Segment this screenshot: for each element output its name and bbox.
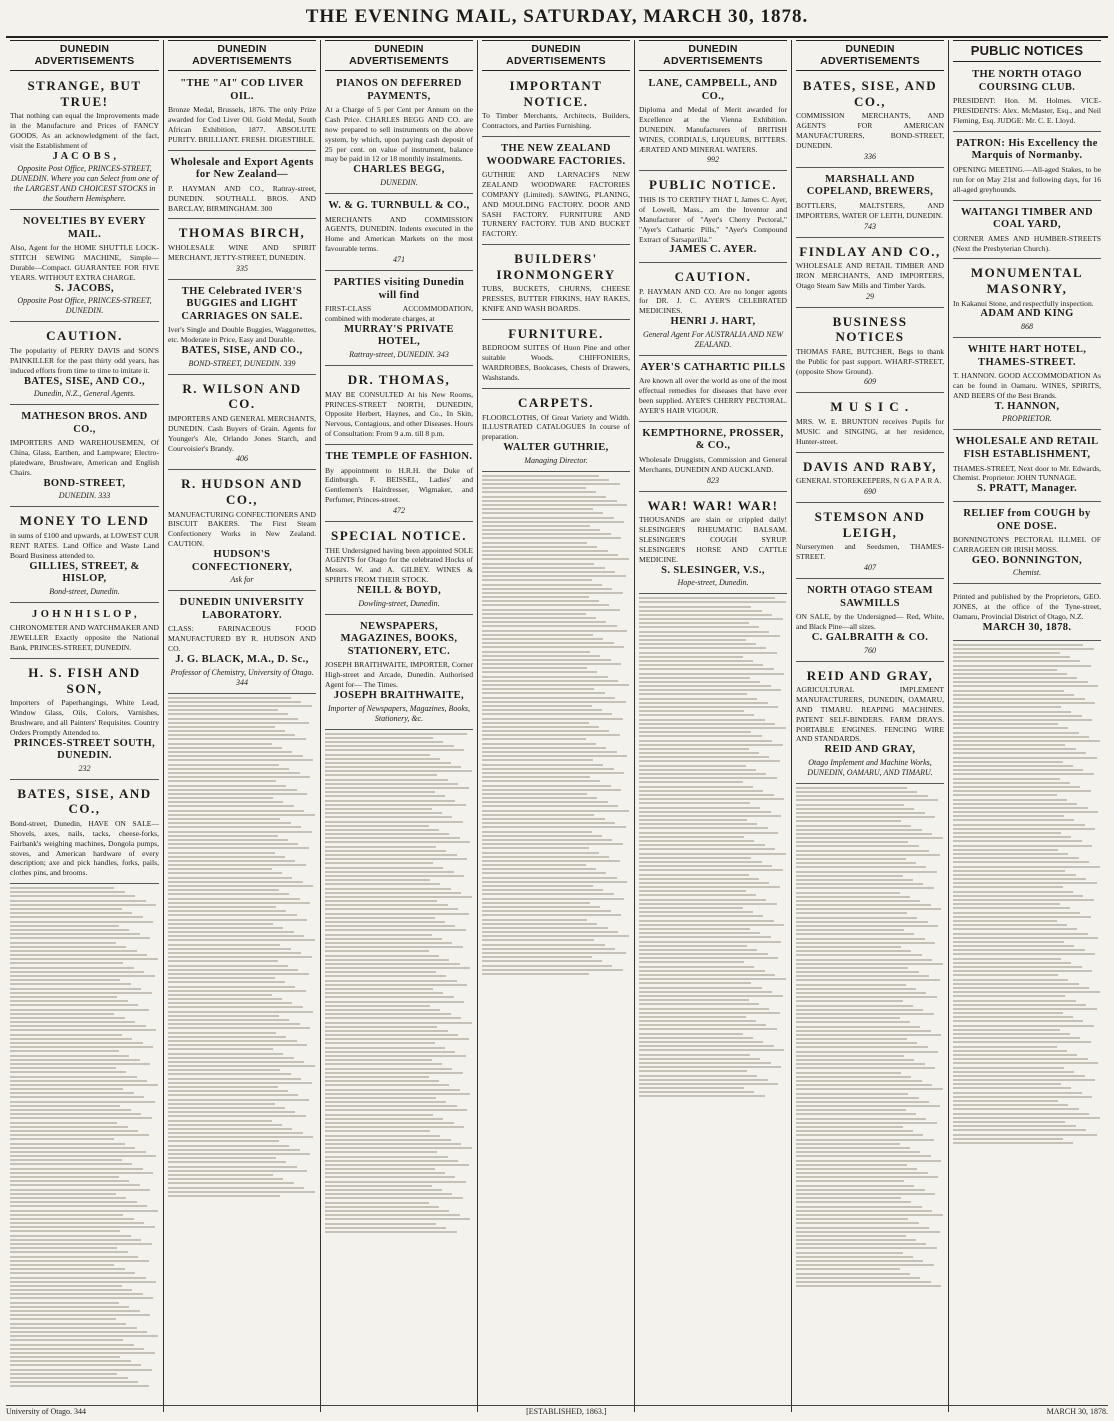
advertisement xyxy=(796,75,944,168)
advertisement xyxy=(796,311,944,394)
ad-body: THAMES-STREET, Next door to Mr. Edwards, Chemist. Proprietor: JOHN TUNNAGE. xyxy=(953,463,1101,483)
ad-body: AGRICULTURAL IMPLEMENT MANUFACTURERS, DUNEDIN, OAMARU, AND TIMARU. REAPING MACHINES. PATENT SELF-BINDERS. FARM DRAYS. PORTABLE ENGINES. FENCING WIRE AND STANDARDS. xyxy=(796,685,944,744)
ad-signature: S. PRATT, Manager. xyxy=(976,483,1078,495)
ad-body: Printed and published by the Proprietors, GEO. JONES, at the office of the Tyne-street, Oamaru, Provincial District of Otago, N.Z. xyxy=(953,592,1101,622)
ad-body: In Kakanui Stone, and respectfully inspection. xyxy=(953,298,1094,308)
ad-signature: NEILL & BOYD, xyxy=(356,585,442,597)
advertisement xyxy=(639,425,787,492)
column-3 xyxy=(320,40,477,1412)
ad-subline: 823 xyxy=(707,475,719,485)
advertisement xyxy=(325,274,473,366)
ad-title: "THE "AI" COD LIVER OIL. xyxy=(180,78,304,102)
ad-body: Iver's Single and Double Buggies, Waggonettes, etc. Moderate in Price, Easy and Durable. xyxy=(168,325,316,345)
advertisement xyxy=(168,473,316,591)
ad-signature: J A C O B S , xyxy=(52,150,117,162)
advertisement xyxy=(796,241,944,308)
ad-subline: 335 xyxy=(236,263,248,273)
ad-subline: 609 xyxy=(864,377,876,387)
ad-signature: GEO. BONNINGTON, xyxy=(971,554,1083,566)
ad-subline: 690 xyxy=(864,487,876,497)
column-header: DUNEDIN ADVERTISEMENTS xyxy=(796,40,944,71)
advertisement xyxy=(10,213,159,322)
masthead xyxy=(0,0,1114,34)
ad-subline: 868 xyxy=(1021,322,1033,332)
ad-subline: Importer of Newspapers, Magazines, Books, Stationery, &c. xyxy=(328,703,470,723)
advertisement xyxy=(168,594,316,693)
ad-title: CARPETS. xyxy=(518,394,594,410)
ad-signature: GILLIES, STREET, & HISLOP, xyxy=(29,560,140,585)
page-footer xyxy=(6,1405,1108,1417)
ad-title: THE TEMPLE OF FASHION. xyxy=(325,450,473,462)
ad-subline: 29 xyxy=(866,291,874,301)
advertisement xyxy=(482,140,630,245)
ad-title: FURNITURE. xyxy=(508,325,604,341)
ad-body: P. HAYMAN AND CO. Are no longer agents for DR. J. C. AYER'S CELEBRATED MEDICINES. xyxy=(639,286,787,316)
ad-title: BUSINESS NOTICES xyxy=(832,313,908,345)
ad-title: M U S I C . xyxy=(830,399,910,415)
ad-title: STEMSON AND LEIGH, xyxy=(814,509,926,540)
newspaper-columns xyxy=(6,40,1108,1412)
ad-title: DAVIS AND RABY, xyxy=(802,458,938,474)
ad-signature: MARCH 30, 1878. xyxy=(982,622,1072,634)
ad-body: GUTHRIE AND LARNACH'S NEW ZEALAND WOODWARE FACTORIES COMPANY (Limited). SAWING, PLANING, AND MOULDING FACTORY. DOOR AND SASH FACTORY. FURNITURE AND TURNERY FACTORY. TUB AND BUCKET FACTORY. xyxy=(482,170,630,239)
advertisement xyxy=(168,75,316,151)
advertisement xyxy=(10,325,159,405)
ad-title: BUILDERS' IRONMONGERY xyxy=(496,251,616,282)
ad-signature: T. HANNON, xyxy=(994,400,1060,412)
ad-title: WAITANGI TIMBER AND COAL YARD, xyxy=(960,206,1094,231)
ad-title: NOVELTIES BY EVERY MAIL. xyxy=(22,216,147,240)
column-header: DUNEDIN ADVERTISEMENTS xyxy=(482,40,630,71)
ad-title: R. HUDSON AND CO., xyxy=(181,476,303,508)
ad-body: COMMISSION MERCHANTS, AND AGENTS FOR AMERICAN MANUFACTURERS, BOND-STREET, DUNEDIN. xyxy=(796,111,944,150)
fine-print-texture xyxy=(639,597,787,1097)
advertisement xyxy=(10,408,159,507)
advertisement xyxy=(325,618,473,730)
ad-title: Wholesale and Export Agents for New Zealand— xyxy=(170,156,314,181)
advertisement xyxy=(953,204,1101,260)
ad-subline: Hope-street, Dunedin. xyxy=(677,578,749,588)
footer-mid: [ESTABLISHED, 1863.] xyxy=(526,1407,607,1416)
ad-title: THE NORTH OTAGO COURSING CLUB. xyxy=(972,69,1082,93)
footer-right: MARCH 30, 1878. xyxy=(1046,1407,1108,1416)
ad-subline: DUNEDIN. 333 xyxy=(58,491,111,501)
ad-body: IMPORTERS AND GENERAL MERCHANTS, DUNEDIN. Cash Buyers of Grain. Agents for Younger's Ale, Orlando Jones Starch, and Courvoisier's Brandy. xyxy=(168,413,316,453)
ad-title: MATHESON BROS. AND CO., xyxy=(21,411,148,435)
fine-print-texture xyxy=(953,644,1101,1144)
ad-subline: 992 xyxy=(707,155,719,165)
advertisement xyxy=(639,75,787,171)
ad-subline: Chemist. xyxy=(1012,568,1042,578)
ad-title: NEWSPAPERS, MAGAZINES, BOOKS, STATIONERY, ETC. xyxy=(340,620,458,657)
ad-body: BOTTLERS, MALTSTERS, AND IMPORTERS, WATER OF LEITH, DUNEDIN. xyxy=(796,200,944,220)
ad-title: PARTIES visiting Dunedin will find xyxy=(333,276,465,301)
advertisement xyxy=(953,135,1101,201)
ad-title: IMPORTANT NOTICE. xyxy=(509,78,603,109)
ad-title: W. & G. TURNBULL & CO., xyxy=(328,199,470,211)
ad-body: Bond-street, Dunedin, HAVE ON SALE— Shovels, axes, nails, tacks, cheese-forks, Fairbank's weighing machines, Dongola pumps, stoves, and American hardware of every description; axe and pick handles, forks, pails, clothes pins, and brooms. xyxy=(10,818,159,878)
ad-subline: 406 xyxy=(236,454,248,464)
ad-body: Are known all over the world as one of the most effectual remedies for diseases that have ever been supplied. AYER'S CHERRY PECTORAL. AYER'S HAIR VIGOUR. xyxy=(639,376,787,415)
column-header: DUNEDIN ADVERTISEMENTS xyxy=(325,40,473,71)
advertisement xyxy=(325,448,473,522)
ad-title: REID AND GRAY, xyxy=(806,667,934,683)
ad-signature: JOSEPH BRAITHWAITE, xyxy=(333,689,465,701)
ad-body: MANUFACTURING CONFECTIONERS AND BISCUIT BAKERS. The First Steam Confectionery Works in New Zealand. CAUTION. xyxy=(168,509,316,549)
ad-title: NORTH OTAGO STEAM SAWMILLS xyxy=(807,585,933,609)
ad-body: ON SALE, by the Undersigned— Red, White, and Black Pine—all sizes. xyxy=(796,612,944,632)
ad-subline: 407 xyxy=(864,563,876,572)
ad-title: THE Celebrated IVER'S BUGGIES and LIGHT CARRIAGES ON SALE. xyxy=(181,285,303,322)
ad-title: WAR! WAR! WAR! xyxy=(647,497,779,513)
advertisement xyxy=(482,248,630,320)
ad-title: WHITE HART HOTEL, THAMES-STREET. xyxy=(967,344,1087,368)
ad-subline: General Agent For AUSTRALIA AND NEW ZEALAND. xyxy=(642,329,784,349)
ad-body: MERCHANTS AND COMMISSION AGENTS, DUNEDIN. Indents executed in the Home and American Markets on the most favourable terms. xyxy=(325,214,473,254)
ad-signature: BOND-STREET, xyxy=(43,477,126,489)
ad-subline: 760 xyxy=(864,645,876,655)
advertisement xyxy=(10,783,159,884)
ad-body: Bronze Medal, Brussels, 1876. The only Prize awarded for Cod Liver Oil. Gold Medal, South African Exhibition, 1877. ABSOLUTE PURITY. BRILLIANT. FRESH. DIGESTIBLE. xyxy=(168,105,316,144)
ad-title: MONEY TO LEND xyxy=(19,513,150,529)
ad-title: FINDLAY AND CO., xyxy=(799,243,941,259)
ad-subline: 232 xyxy=(78,763,91,773)
ad-body: By appointment to H.R.H. the Duke of Edinburgh. F. BEISSEL, Ladies' and Gentlemen's Hairdresser, Wigmaker, and Perfumer, Princes-street. xyxy=(325,465,473,505)
advertisement xyxy=(639,174,787,262)
ad-subline: Managing Director. xyxy=(524,455,588,465)
ad-signature: PRINCES-STREET SOUTH, DUNEDIN. xyxy=(13,737,156,762)
ad-body: PRESIDENT: Hon. M. Holmes. VICE-PRESIDENTS: Alex. McMaster, Esq., and Neil Fleming, Esq. JUDGE: Mr. C. E. Lloyd. xyxy=(953,96,1101,125)
ad-body: BONNINGTON'S PECTORAL ILLMEL OF CARRAGEEN OR IRISH MOSS. xyxy=(953,535,1101,554)
ad-subline: Otago Implement and Machine Works, DUNEDIN, OAMARU, AND TIMARU. xyxy=(807,757,933,777)
ad-title: H. S. FISH AND SON, xyxy=(28,664,141,696)
advertisement xyxy=(168,283,316,375)
ad-body: FIRST-CLASS ACCOMMODATION, combined with moderate charges, at xyxy=(325,304,473,324)
ad-body: MRS. W. E. BRUNTON receives Pupils for MUSIC and SINGING, at her residence, Hunter-street. xyxy=(796,417,944,446)
ad-title: CAUTION. xyxy=(46,328,123,344)
advertisement xyxy=(482,323,630,389)
ad-title: RELIEF from COUGH by ONE DOSE. xyxy=(963,507,1091,532)
ad-signature: HUDSON'S CONFECTIONERY, xyxy=(191,549,293,573)
ad-body: At a Charge of 5 per Cent per Annum on the Cash Price. CHARLES BEGG AND CO. are now prepared to sell instruments on the above system, by which, upon paying cash deposit of 25 per cent. on value of instrument, balance may be paid in 12 or 18 monthly instalments. xyxy=(325,105,473,164)
ad-body: Nurserymen and Seedsmen, THAMES-STREET. xyxy=(796,542,944,562)
ad-title: CAUTION. xyxy=(674,268,752,284)
ad-body: Importers of Paperhangings, White Lead, Window Glass, Oils, Colors, Varnishes, Brushware, and all Painters' Requisites. Country Orders Promptly Attended to. xyxy=(10,698,159,737)
ad-signature: WALTER GUTHRIE, xyxy=(503,442,609,454)
column-7 xyxy=(948,40,1105,1412)
masthead-rule xyxy=(6,36,1108,38)
fine-print-texture xyxy=(168,697,316,1197)
ad-body: JOSEPH BRAITHWAITE, IMPORTER, Corner High-street and Arcade, Dunedin. Authorised Agent for— The Times. xyxy=(325,660,473,690)
ad-body: OPENING MEETING.—All-aged Stakes, to be run for on May 21st and following days, for 16 all-aged greyhounds. xyxy=(953,164,1101,194)
ad-subline: DUNEDIN. xyxy=(380,177,418,187)
advertisement xyxy=(639,359,787,422)
ad-title: AYER'S CATHARTIC PILLS xyxy=(640,361,786,373)
advertisement xyxy=(953,262,1101,338)
ad-body: That nothing can equal the Improvements made in the Manufacture and Prices of FANCY GOODS. As an acknowledgment of the fact, visit the Establishment of xyxy=(10,111,159,150)
ad-subline: BOND-STREET, DUNEDIN. 339 xyxy=(188,358,296,368)
column-2 xyxy=(163,40,320,1412)
ad-signature: S. SLESINGER, V.S., xyxy=(661,564,765,576)
ad-body: CORNER AMES AND HUMBER-STREETS (Next the Presbyterian Church). xyxy=(953,233,1101,253)
ad-subline: Opposite Post Office, PRINCES-STREET, DUNEDIN. Where you can Select from one of the LARGEST AND CHOICEST STOCKS in the Southern Hemisphere. xyxy=(11,164,158,204)
fine-print-texture xyxy=(482,475,630,975)
ad-title: LANE, CAMPBELL, AND CO., xyxy=(648,78,778,102)
advertisement xyxy=(796,396,944,452)
ad-body: THE Undersigned having been appointed SOLE AGENTS for Otago for the celebrated Hocks of Messrs. W. and A. GILBEY. WINES & SPIRITS FROM THEIR STOCK. xyxy=(325,545,473,585)
ad-title: PATRON: His Excellency the Marquis of Normanby. xyxy=(956,137,1098,162)
ad-title: WHOLESALE AND RETAIL FISH ESTABLISHMENT, xyxy=(955,436,1099,461)
ad-body: The popularity of PERRY DAVIS and SON'S PAINKILLER for the past thirty odd years, has induced efforts from time to time to imitate it. xyxy=(10,346,159,375)
ad-title: DR. THOMAS, xyxy=(347,372,451,388)
ad-title: PIANOS ON DEFERRED PAYMENTS, xyxy=(336,78,462,102)
advertisement xyxy=(325,75,473,194)
advertisement xyxy=(953,587,1101,640)
ad-body: Wholesale Druggists, Commission and General Merchants, DUNEDIN AND AUCKLAND. xyxy=(639,454,787,474)
ad-signature: MURRAY'S PRIVATE HOTEL, xyxy=(344,323,454,348)
fine-print-texture xyxy=(796,787,944,1287)
ad-title: THE NEW ZEALAND WOODWARE FACTORIES. xyxy=(486,142,626,167)
ad-signature: J. G. BLACK, M.A., D. Sc., xyxy=(175,654,309,665)
ad-body: BEDROOM SUITES Of Huon Pine and other suitable Woods. CHIFFONIERS, WARDROBES, Bookcases, Chests of Drawers, Washstands. xyxy=(482,343,630,383)
ad-subline: Bond-street, Dunedin. xyxy=(49,586,120,596)
advertisement xyxy=(168,222,316,279)
ad-title: R. WILSON AND CO. xyxy=(182,380,302,412)
advertisement xyxy=(796,506,944,579)
ad-signature: REID AND GRAY, xyxy=(824,744,916,756)
advertisement xyxy=(10,662,159,780)
ad-title: THOMAS BIRCH, xyxy=(178,225,306,241)
ad-title: BATES, SISE, AND CO., xyxy=(17,785,152,817)
ad-body: MAY BE CONSULTED At his New Rooms, PRINCES-STREET NORTH, DUNEDIN, Opposite Herbert, Haynes, and Co., In Skin, Nervous, Contagious, and other Diseases. Hours of Consultation: From 9 a.m. till 8 p.m. xyxy=(325,389,473,439)
ad-title: J O H N H I S L O P , xyxy=(32,608,137,620)
advertisement xyxy=(168,154,316,220)
ad-title: SPECIAL NOTICE. xyxy=(331,527,467,543)
ad-subline: 471 xyxy=(393,254,405,264)
ad-body: To Timber Merchants, Architects, Builders, Contractors, and Parties Furnishing. xyxy=(482,111,630,131)
advertisement xyxy=(953,66,1101,132)
ad-body: WHOLESALE AND RETAIL TIMBER AND IRON MERCHANTS, AND IMPORTERS, Otago Steam Saw Mills and Timber Yards. xyxy=(796,261,944,290)
ad-title: DUNEDIN UNIVERSITY LABORATORY. xyxy=(179,597,305,621)
ad-body: in sums of £100 and upwards, at LOWEST CUR RENT RATES. Land Office and Waste Land Board Business attended to. xyxy=(10,531,159,560)
column-1 xyxy=(6,40,163,1412)
ad-subline: Dowling-street, Dunedin. xyxy=(358,598,440,608)
ad-signature: BATES, SISE, AND CO., xyxy=(23,375,146,387)
ad-body: Diploma and Medal of Merit awarded for Excellence at the Vienna Exhibition. DUNEDIN. Manufacturers of BRITISH WINES, CORDIALS, LIQUEURS, BITTERS. ÆRATED AND MINERAL WATERS. xyxy=(639,105,787,154)
advertisement xyxy=(796,582,944,662)
ad-body: IMPORTERS AND WAREHOUSEMEN, Of China, Glass, Earthen, and Lampware; Electro-platedware, Brushware, American and English Chairs. xyxy=(10,438,159,477)
advertisement xyxy=(796,171,944,238)
advertisement xyxy=(10,606,159,659)
advertisement xyxy=(482,75,630,137)
ad-title: KEMPTHORNE, PROSSER, & CO., xyxy=(642,427,784,452)
ad-subline: Professor of Chemistry, University of Otago. 344 xyxy=(170,667,314,687)
column-6 xyxy=(791,40,948,1412)
ad-body: WHOLESALE WINE AND SPIRIT MERCHANT, JETTY-STREET, DUNEDIN. xyxy=(168,242,316,262)
advertisement xyxy=(953,505,1101,585)
advertisement xyxy=(639,495,787,594)
ad-body: CLASS: FARINACEOUS FOOD MANUFACTURED BY R. HUDSON AND CO. xyxy=(168,624,316,654)
ad-subline: Ask for xyxy=(230,575,254,585)
advertisement xyxy=(639,266,787,356)
advertisement xyxy=(10,75,159,210)
ad-subline: PROPRIETOR. xyxy=(1002,414,1052,424)
ad-signature: S. JACOBS, xyxy=(54,282,115,294)
column-header: PUBLIC NOTICES xyxy=(953,40,1101,62)
advertisement xyxy=(796,456,944,503)
ad-signature: BATES, SISE, AND CO., xyxy=(181,345,303,357)
ad-signature: ADAM AND KING xyxy=(980,308,1074,320)
ad-subline: Dunedin, N.Z., General Agents. xyxy=(33,389,136,399)
column-header: DUNEDIN ADVERTISEMENTS xyxy=(639,40,787,71)
advertisement xyxy=(796,665,944,784)
advertisement xyxy=(325,197,473,271)
ad-signature: JAMES C. AYER. xyxy=(669,244,757,256)
ad-signature: C. GALBRAITH & CO. xyxy=(811,631,929,643)
ad-subline: 336 xyxy=(864,151,876,161)
column-header: DUNEDIN ADVERTISEMENTS xyxy=(168,40,316,71)
advertisement xyxy=(168,378,316,471)
ad-title: MONUMENTAL MASONRY, xyxy=(970,265,1084,297)
masthead-title: THE EVENING MAIL, SATURDAY, MARCH 30, 1878. xyxy=(305,6,809,27)
column-5 xyxy=(634,40,791,1412)
ad-body: T. HANNON. GOOD ACCOMMODATION As can be found in Oamaru. WINES, SPIRITS, AND BEERS Of the Best Brands. xyxy=(953,371,1101,400)
ad-body: TUBS, BUCKETS, CHURNS, CHEESE PRESSES, BUTTER FIRKINS, HAY RAKES, KNIFE AND WASH BOARDS. xyxy=(482,284,630,314)
advertisement xyxy=(953,433,1101,502)
column-4 xyxy=(477,40,634,1412)
ad-body: CHRONOMETER AND WATCHMAKER AND JEWELLER Exactly opposite the National Bank, PRINCES-STREET, DUNEDIN. xyxy=(10,623,159,653)
ad-body: THIS IS TO CERTIFY THAT I, James C. Ayer, of Lowell, Mass., am the Inventor and Manufacturer of "Ayer's Cherry Pectoral," "Ayer's Cathartic Pills," "Ayer's Compound Extract of Sarsaparilla." xyxy=(639,195,787,244)
column-header: DUNEDIN ADVERTISEMENTS xyxy=(10,40,159,71)
advertisement xyxy=(325,369,473,445)
ad-title: STRANGE, BUT TRUE! xyxy=(27,78,142,109)
ad-signature: HENRI J. HART, xyxy=(670,316,756,328)
advertisement xyxy=(482,392,630,472)
ad-title: MARSHALL AND COPELAND, BREWERS, xyxy=(806,173,934,198)
ad-body: THOMAS FARE, BUTCHER, Begs to thank the Public for past support. WHARF-STREET, (opposite Show Ground). xyxy=(796,346,944,376)
footer-left: University of Otago. 344 xyxy=(6,1407,86,1416)
ad-subline: 743 xyxy=(864,221,876,231)
ad-body: Also, Agent for the HOME SHUTTLE LOCK-STITCH SEWING MACHINE, Simple—Durable—Compact. GUARANTEE FOR FIVE YEARS. WITHOUT EXTRA CHARGE. xyxy=(10,243,159,282)
fine-print-texture xyxy=(325,733,473,1233)
ad-body: P. HAYMAN AND CO., Rattray-street, DUNEDIN. SOUTHALL BROS. AND BARCLAY, BIRMINGHAM. 300 xyxy=(168,183,316,213)
ad-subline: Opposite Post Office, PRINCES-STREET, DUNEDIN. xyxy=(17,296,152,316)
ad-signature: CHARLES BEGG, xyxy=(353,164,445,176)
advertisement xyxy=(953,341,1101,430)
ad-subline: 472 xyxy=(393,505,405,515)
ad-body: GENERAL STOREKEEPERS, N G A P A R A. xyxy=(796,476,942,486)
ad-body: THOUSANDS are slain or crippled daily! SLESINGER'S RHEUMATIC BALSAM. SLESINGER'S COUGH SYRUP. SLESINGER'S HORSE AND CATTLE MEDICINE. xyxy=(639,515,787,564)
advertisement xyxy=(325,525,473,615)
ad-subline: Rattray-street, DUNEDIN. 343 xyxy=(349,350,449,360)
ad-title: PUBLIC NOTICE. xyxy=(649,177,777,193)
ad-title: BATES, SISE, AND CO., xyxy=(802,78,938,109)
ad-body: FLOORCLOTHS, Of Great Variety and Width. ILLUSTRATED CATALOGUES In course of preparation. xyxy=(482,412,630,442)
fine-print-texture xyxy=(10,887,159,1387)
advertisement xyxy=(10,510,159,602)
